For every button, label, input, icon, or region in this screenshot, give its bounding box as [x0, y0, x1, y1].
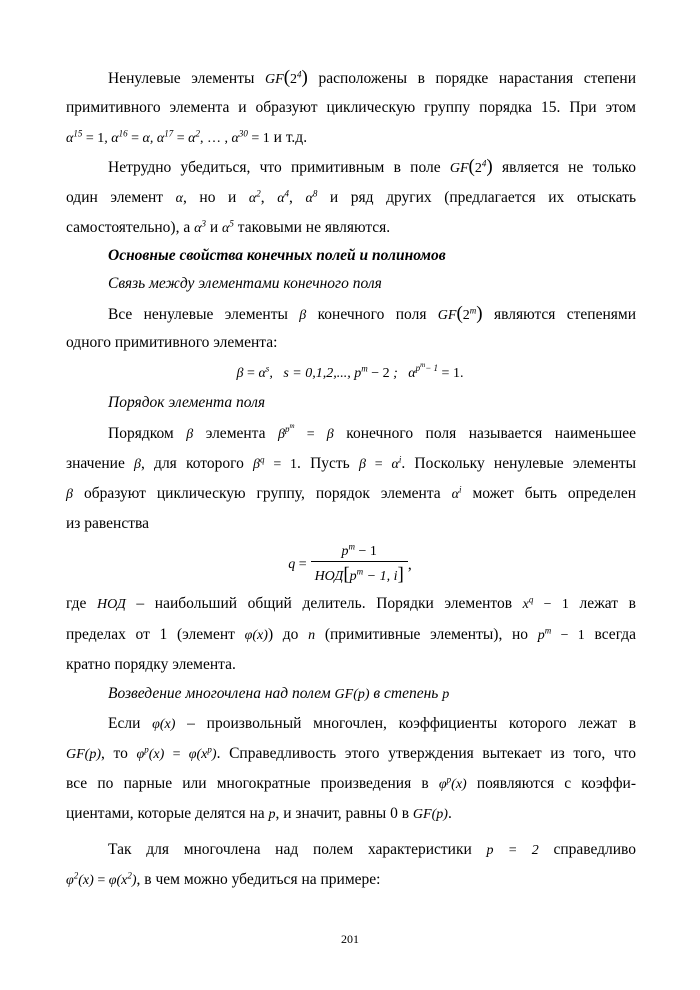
paragraph-5-line-1: где НОД – наибольший общий делитель. Порядки элементов $x^q - 1$ лежат в	[66, 594, 637, 612]
page-number: 201	[341, 932, 359, 946]
text: Ненулевые элементы	[108, 70, 255, 87]
paragraph-3-line-1: Все ненулевые элементы β конечного поля GF(2$^m$) являются степенями	[108, 303, 636, 324]
paragraph-2-line-1: Нетрудно убедиться, что примитивным в поле $GF(2^4)$ является не только	[108, 156, 637, 177]
fraction: $\frac{p^m - 1}{НОД[p^m - 1, i]}$	[311, 544, 408, 586]
formula-alpha-powers: $\alpha^{15} = 1$, $\alpha^{16} = \alpha$, $\alpha^{17} = \alpha^2$, … , $\alpha^{30} = 1$	[66, 128, 270, 146]
paragraph-3-line-2: одного примитивного элемента:	[66, 334, 278, 351]
paragraph-2-line-2: один элемент α, но и $\alpha^2$, $\alpha^4$, $\alpha^8$ и ряд других (предлагается их отыскать	[66, 188, 637, 206]
paragraph-4-line-4: из равенства	[66, 515, 149, 532]
text: и т.д.	[273, 129, 308, 146]
formula-order-q: q = $\frac{p^m - 1}{НОД[p^m - 1, i]}$ ,	[288, 541, 412, 585]
text: расположены в порядке нарастания степени	[318, 70, 637, 87]
paragraph-4-line-3: β образуют циклическую группу, порядок элемента $\alpha^i$ может быть определен	[66, 484, 637, 502]
paragraph-7-line-1: Так для многочлена над полем характеристики p = 2 справедливо	[108, 841, 637, 858]
section-heading: Основные свойства конечных полей и полиномов	[108, 247, 446, 264]
paragraph-1-line-3	[66, 128, 636, 149]
paragraph-5-line-2: пределах от 1 (элемент φ(x)) до n (примитивные элементы), но $p^m - 1$ всегда	[66, 625, 637, 643]
paragraph-4-line-1: Порядком β элемента $\beta^{p^m} = \beta$ конечного поля называется наименьшее	[108, 422, 637, 442]
paragraph-2-line-3: самостоятельно), а $\alpha^3$ и $\alpha^5$ таковыми не являются.	[66, 218, 391, 236]
formula-beta-alpha: $\beta = \alpha^s$, s = 0,1,2,..., $p^m - 2$ ; $\alpha^{p^m- 1} = 1$.	[236, 361, 464, 381]
paragraph-5-line-3: кратно порядку элемента.	[66, 656, 236, 673]
paragraph-1-line-1	[108, 68, 636, 90]
paragraph-6-line-4: циентами, которые делятся на p, и значит, равны 0 в GF(p).	[66, 805, 452, 822]
paragraph-7-line-2: $\varphi^2(x) = \varphi(x^2)$, в чем можно убедиться на примере:	[66, 870, 381, 888]
formula-gf-2-4: $GF(2^4)$	[265, 67, 308, 88]
formula-gf-2-4: $GF(2^4)$	[449, 156, 493, 177]
subsection-heading: Связь между элементами конечного поля	[108, 275, 382, 292]
subsection-heading: Порядок элемента поля	[108, 394, 266, 411]
paragraph-1-line-2: примитивного элемента и образуют циклическую группу порядка 15. При этом	[66, 99, 636, 116]
paragraph-6-line-3: все по парные или многократные произведения в $\varphi^p(x)$ появляются с коэффи-	[66, 774, 636, 792]
subsection-heading: Возведение многочлена над полем GF(p) в степень p	[108, 685, 450, 702]
paragraph-4-line-2: значение β, для которого $\beta^q = 1$. Пусть $\beta = \alpha^i$. Поскольку ненулевые элементы	[66, 454, 637, 472]
paragraph-6-line-1: Если φ(x) – произвольный многочлен, коэффициенты которого лежат в	[108, 715, 637, 732]
paragraph-6-line-2: GF(p), то $\varphi^p(x) = \varphi(x^p)$. Справедливость этого утверждения вытекает из того, что	[66, 744, 636, 762]
